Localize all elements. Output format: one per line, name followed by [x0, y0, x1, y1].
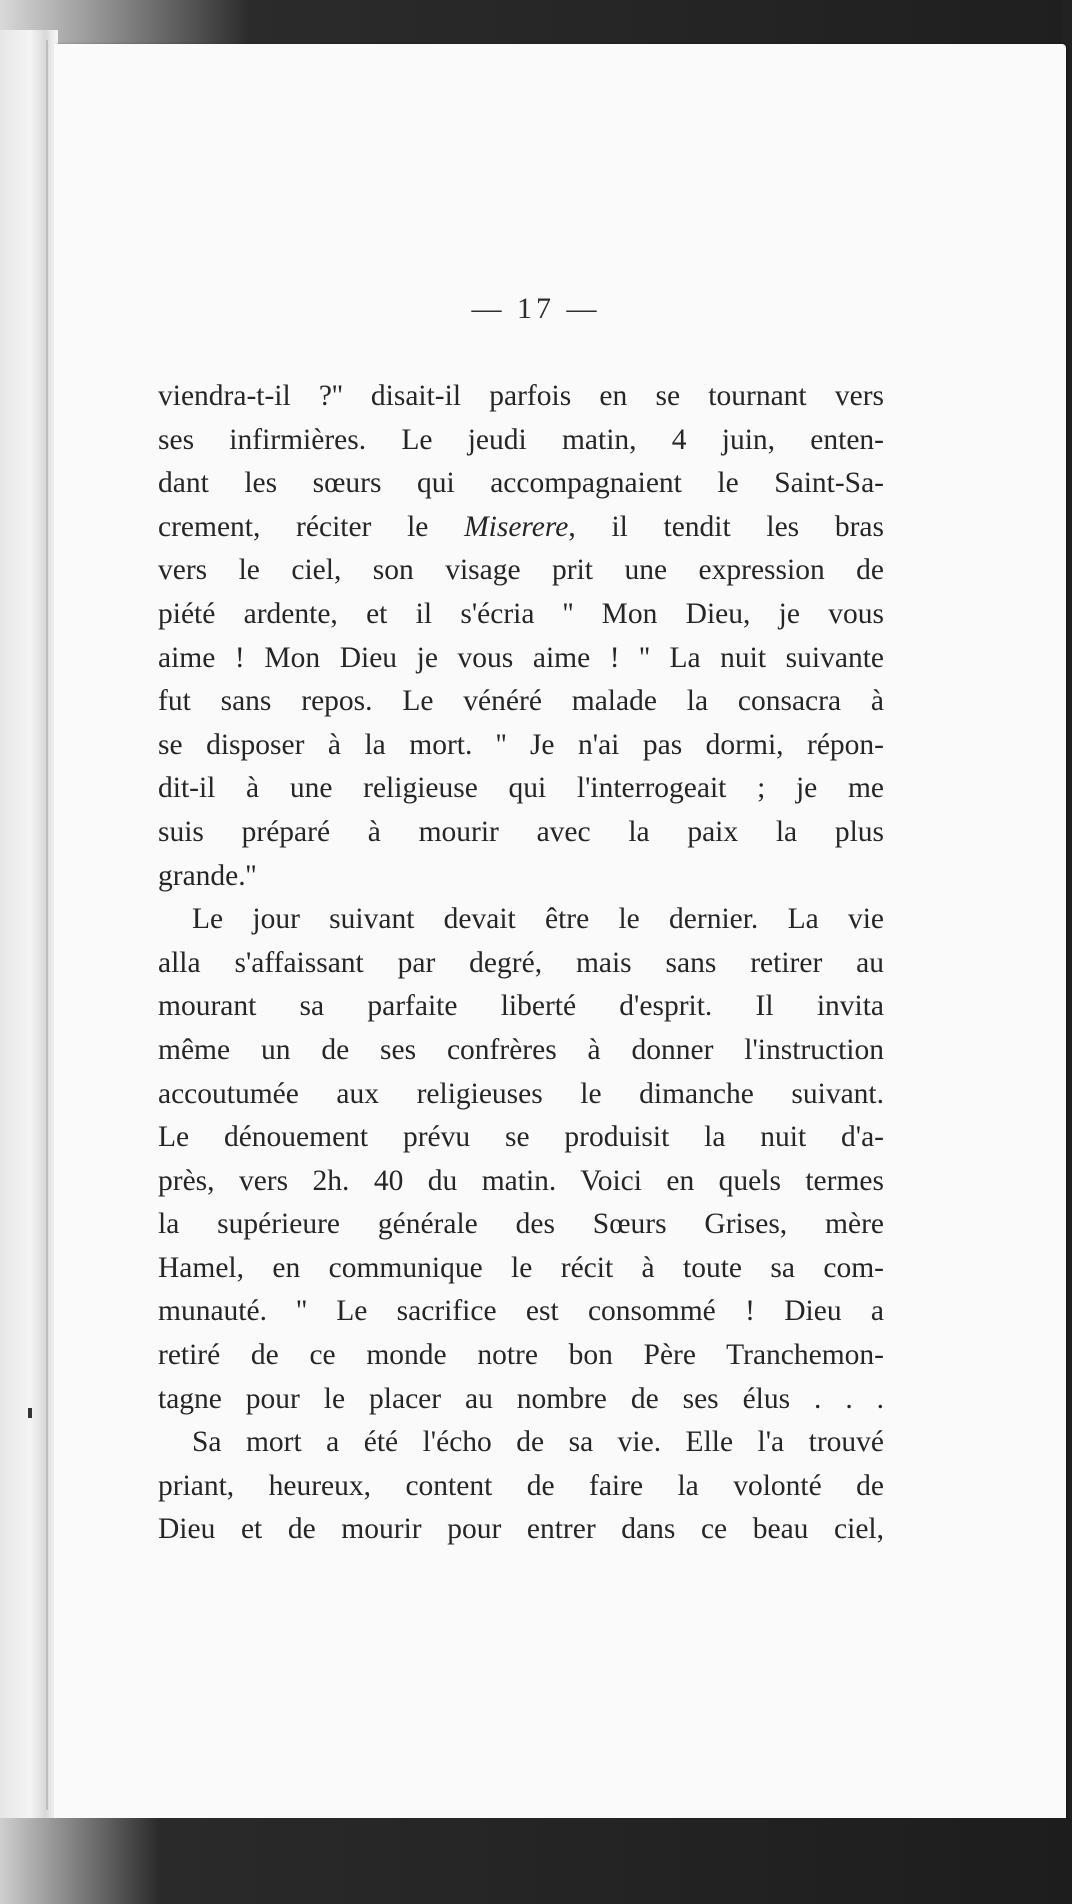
text-line: mourant sa parfaite liberté d'esprit. Il invita: [158, 990, 884, 1023]
text-line: Sa mort a été l'écho de sa vie. Elle l'a trouvé: [192, 1426, 884, 1459]
text-line: ses infirmières. Le jeudi matin, 4 juin, enten-: [158, 423, 884, 456]
text-line: aime ! Mon Dieu je vous aime ! '' La nuit suivante: [158, 641, 884, 674]
margin-mark: [28, 1408, 32, 1418]
text-segment: , il tendit les bras: [568, 510, 884, 543]
text-line: munauté. '' Le sacrifice est consommé ! Dieu a: [158, 1295, 884, 1328]
text-line: viendra-t-il ?'' disait-il parfois en se tournant vers: [158, 380, 884, 412]
text-line: grande.'': [158, 859, 257, 892]
text-line: la supérieure générale des Sœurs Grises, mère: [158, 1208, 884, 1241]
text-line: Le dénouement prévu se produisit la nuit d'a-: [158, 1121, 884, 1154]
text-line: près, vers 2h. 40 du matin. Voici en quels termes: [158, 1164, 884, 1197]
text-line: se disposer à la mort. '' Je n'ai pas dormi, répon-: [158, 728, 884, 761]
text-line: piété ardente, et il s'écria '' Mon Dieu, je vous: [158, 597, 884, 630]
scanner-background-bottom: [0, 1818, 1072, 1904]
text-line: priant, heureux, content de faire la volonté de: [158, 1469, 884, 1502]
text-line: suis préparé à mourir avec la paix la plus: [158, 815, 884, 848]
text-segment: crement, réciter le: [158, 510, 465, 543]
text-line: retiré de ce monde notre bon Père Tranchemon-: [158, 1339, 884, 1372]
text-line: dant les sœurs qui accompagnaient le Saint-Sa-: [158, 467, 884, 500]
page-number: — 17 —: [471, 292, 601, 325]
italic-title: Miserere: [464, 510, 569, 543]
scanner-background-top: [0, 0, 1072, 44]
text-line: dit-il à une religieuse qui l'interrogeait ; je me: [158, 772, 884, 805]
text-line: [158, 506, 884, 550]
text-line: même un de ses confrères à donner l'instruction: [158, 1033, 884, 1066]
body-text: [158, 375, 884, 1552]
text-line: tagne pour le placer au nombre de ses élus . . .: [158, 1382, 884, 1415]
text-line: Le jour suivant devait être le dernier. La vie: [192, 903, 884, 936]
text-line: Hamel, en communique le récit à toute sa com-: [158, 1251, 884, 1284]
text-line: accoutumée aux religieuses le dimanche suivant.: [158, 1077, 884, 1110]
text-line: fut sans repos. Le vénéré malade la consacra à: [158, 685, 884, 718]
text-line: vers le ciel, son visage prit une expression de: [158, 554, 884, 587]
text-line: alla s'affaissant par degré, mais sans retirer au: [158, 946, 884, 979]
text-line: Dieu et de mourir pour entrer dans ce beau ciel,: [158, 1513, 884, 1546]
